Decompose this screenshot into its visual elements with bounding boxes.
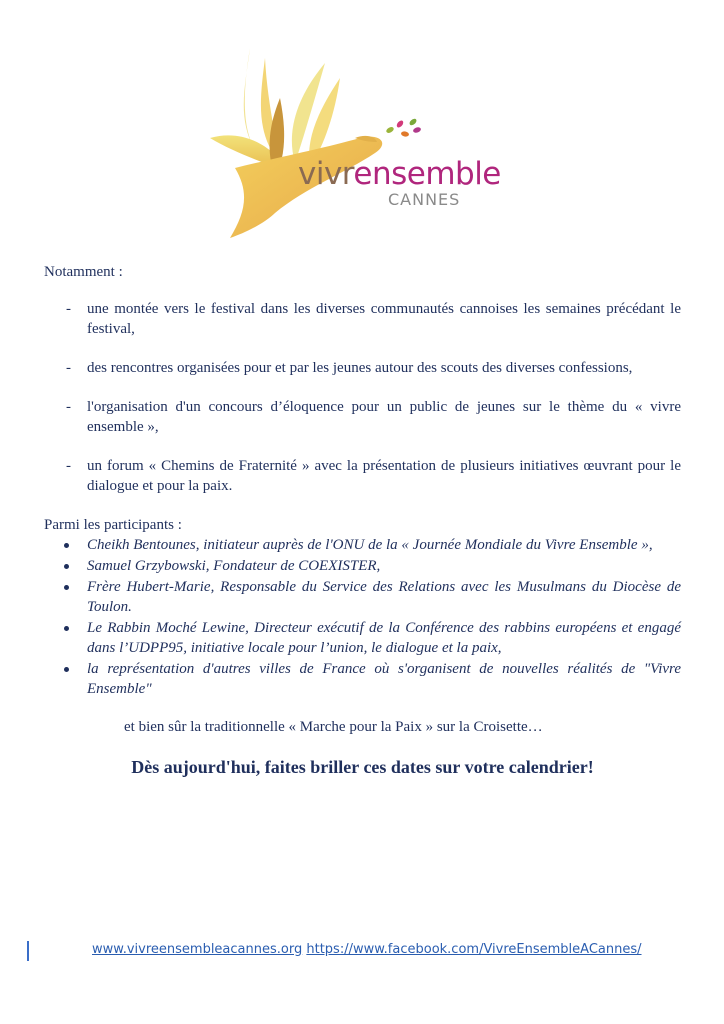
website-link[interactable]: www.vivreensembleacannes.org [92,942,303,957]
facebook-link[interactable]: https://www.facebook.com/VivreEnsembleACannes/ [306,942,642,957]
participants-list [44,535,681,699]
dove-icon [205,38,505,248]
bullet-icon [64,667,69,672]
activities-list [44,299,681,496]
bullet-icon [64,564,69,569]
intro-text: Notamment : [44,264,123,280]
vivre-ensemble-logo [205,38,505,248]
list-item: Le Rabbin Moché Lewine, Directeur exécutif de la Conférence des rabbins européens et engagé dans l’UDPP95, initiative locale pour l’union, le dialogue et la paix, [44,618,681,658]
bullet-icon [64,626,69,631]
bullet-icon [64,585,69,590]
logo-subtitle: CANNES [388,190,461,209]
list-item: - une montée vers le festival dans les diverses communautés cannoises les semaines précédant le festival, [66,301,681,337]
document-body [44,262,681,777]
logo-wordmark: vivrensemble [298,156,501,192]
participants-heading: Parmi les participants : [44,517,182,533]
list-item: - l'organisation d'un concours d’éloquence pour un public de jeunes sur le thème du « vivre ensemble », [66,399,681,435]
marche-text: et bien sûr la traditionnelle « Marche pour la Paix » sur la Croisette… [124,719,543,735]
bullet-icon [64,543,69,548]
list-item: Samuel Grzybowski, Fondateur de COEXISTER, [44,556,681,576]
list-item: Frère Hubert-Marie, Responsable du Service des Relations avec les Musulmans du Diocèse de Toulon. [44,577,681,617]
list-item: la représentation d'autres villes de France où s'organisent de nouvelles réalités de "Vivre Ensemble" [44,659,681,699]
list-item: Cheikh Bentounes, initiateur auprès de l'ONU de la « Journée Mondiale du Vivre Ensemble », [44,535,681,555]
text-cursor [27,941,29,961]
list-item: - des rencontres organisées pour et par les jeunes autour des scouts des diverses confessions, [66,360,633,376]
dates-callout: Dès aujourd'hui, faites briller ces dates sur votre calendrier! [131,757,594,777]
list-item: - un forum « Chemins de Fraternité » avec la présentation de plusieurs initiatives œuvrant pour le dialogue et pour la paix. [66,458,681,494]
footer-links [92,942,642,957]
